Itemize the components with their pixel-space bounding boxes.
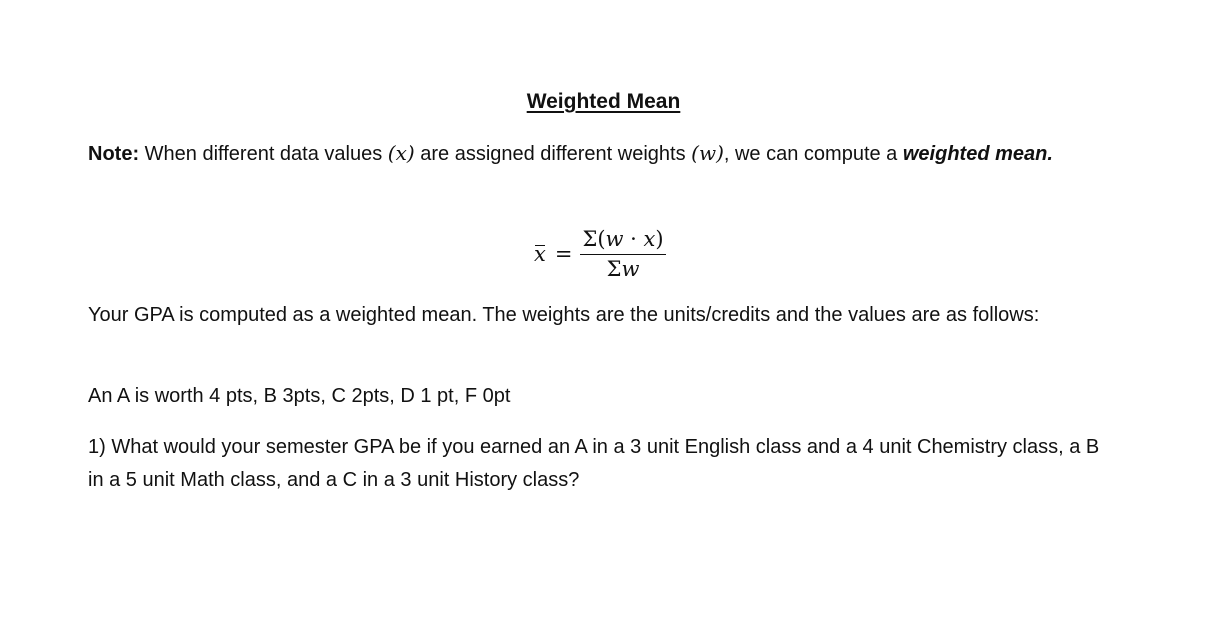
numerator-dot: ·	[623, 227, 644, 251]
numerator-close-paren: )	[655, 227, 664, 251]
denominator-sigma: Σ	[606, 257, 622, 281]
numerator-x: x	[643, 227, 656, 251]
formula-denominator	[607, 255, 640, 281]
numerator-w: w	[605, 227, 624, 251]
note-text-3: , we can compute a	[723, 143, 903, 165]
gpa-paragraph: Your GPA is computed as a weighted mean. The weights are the units/credits and the values are as follows:	[88, 304, 1040, 326]
denominator-w: w	[621, 257, 640, 281]
note-w-symbol: (w)	[691, 141, 724, 165]
formula-equals: =	[554, 242, 573, 266]
formula-fraction	[580, 227, 665, 281]
weighted-mean-formula	[534, 219, 666, 289]
numerator-open-paren: (	[597, 227, 606, 251]
note-label: Note:	[88, 143, 140, 165]
formula-xbar: x	[534, 242, 546, 266]
question-paragraph: 1) What would your semester GPA be if you earned an A in a 3 unit English class and a 4 unit Chemistry class, a B in a 5 unit Math class, and a C in a 3 unit History class?	[88, 436, 1100, 491]
numerator-sigma: Σ	[582, 227, 598, 251]
note-text-1: When different data values	[139, 143, 388, 165]
grade-points-paragraph: An A is worth 4 pts, B 3pts, C 2pts, D 1 pt, F 0pt	[88, 385, 511, 407]
note-emphasis: weighted mean.	[902, 143, 1053, 165]
title-text: Weighted Mean	[526, 90, 681, 113]
note-paragraph	[88, 137, 1118, 171]
note-text-2: are assigned different weights	[414, 143, 692, 165]
note-x-symbol: (x)	[387, 141, 415, 165]
formula-numerator	[580, 227, 665, 255]
page-title	[0, 90, 1207, 114]
